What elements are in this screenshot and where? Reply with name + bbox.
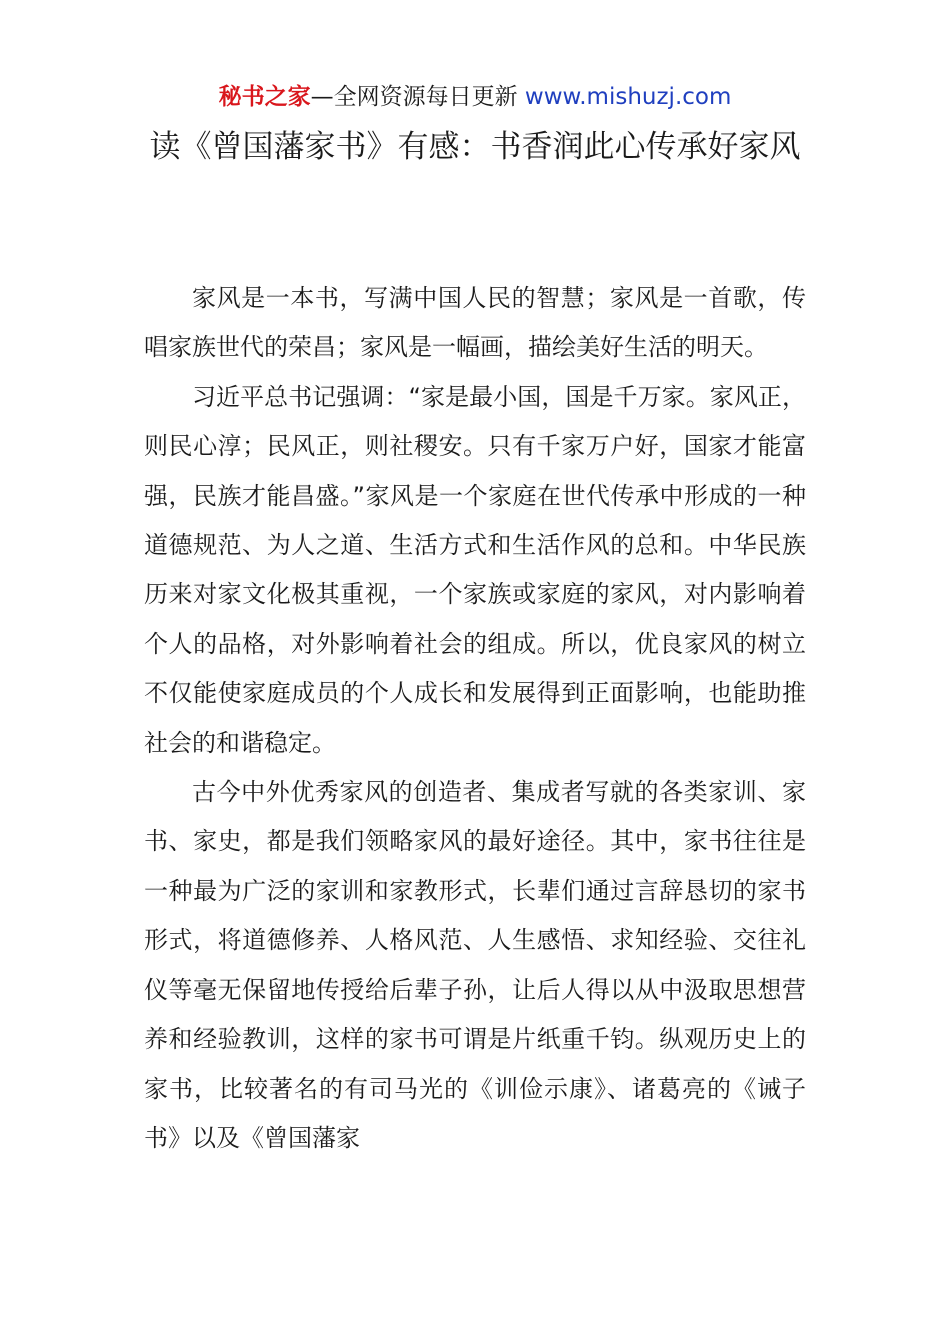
paragraph: 古今中外优秀家风的创造者、集成者写就的各类家训、家书、家史，都是我们领略家风的最好途径。其中，家书往往是一种最为广泛的家训和家教形式，长辈们通过言辞恳切的家书形式，将道德修养、人格风范、人生感悟、求知经验、交往礼仪等毫无保留地传授给后辈子孙，让后人得以从中汲取思想营养和经验教训，这样的家书可谓是片纸重千钧。纵观历史上的家书，比较著名的有司马光的《训俭示康》、诸葛亮的《诫子书》以及《曾国藩家: [144, 778, 806, 1152]
site-header: [0, 80, 950, 114]
paragraph: 习近平总书记强调：“家是最小国，国是千万家。家风正，则民心淳；民风正，则社稷安。只有千家万户好，国家才能富强，民族才能昌盛。”家风是一个家庭在世代传承中形成的一种道德规范、为人之道、生活方式和生活作风的总和。中华民族历来对家文化极其重视，一个家族或家庭的家风，对内影响着个人的品格，对外影响着社会的组成。所以，优良家风的树立不仅能使家庭成员的个人成长和发展得到正面影响，也能助推社会的和谐稳定。: [144, 382, 806, 757]
site-brand: 秘书之家: [218, 84, 311, 110]
paragraph: 家风是一本书，写满中国人民的智慧；家风是一首歌，传唱家族世代的荣昌；家风是一幅画，描绘美好生活的明天。: [144, 284, 806, 362]
site-url-link[interactable]: www.mishuzj.com: [524, 84, 732, 110]
document-body: [144, 274, 806, 1163]
document-title: 读《曾国藩家书》有感：书香润此心传承好家风: [149, 129, 801, 165]
site-tagline: —全网资源每日更新: [310, 84, 525, 110]
